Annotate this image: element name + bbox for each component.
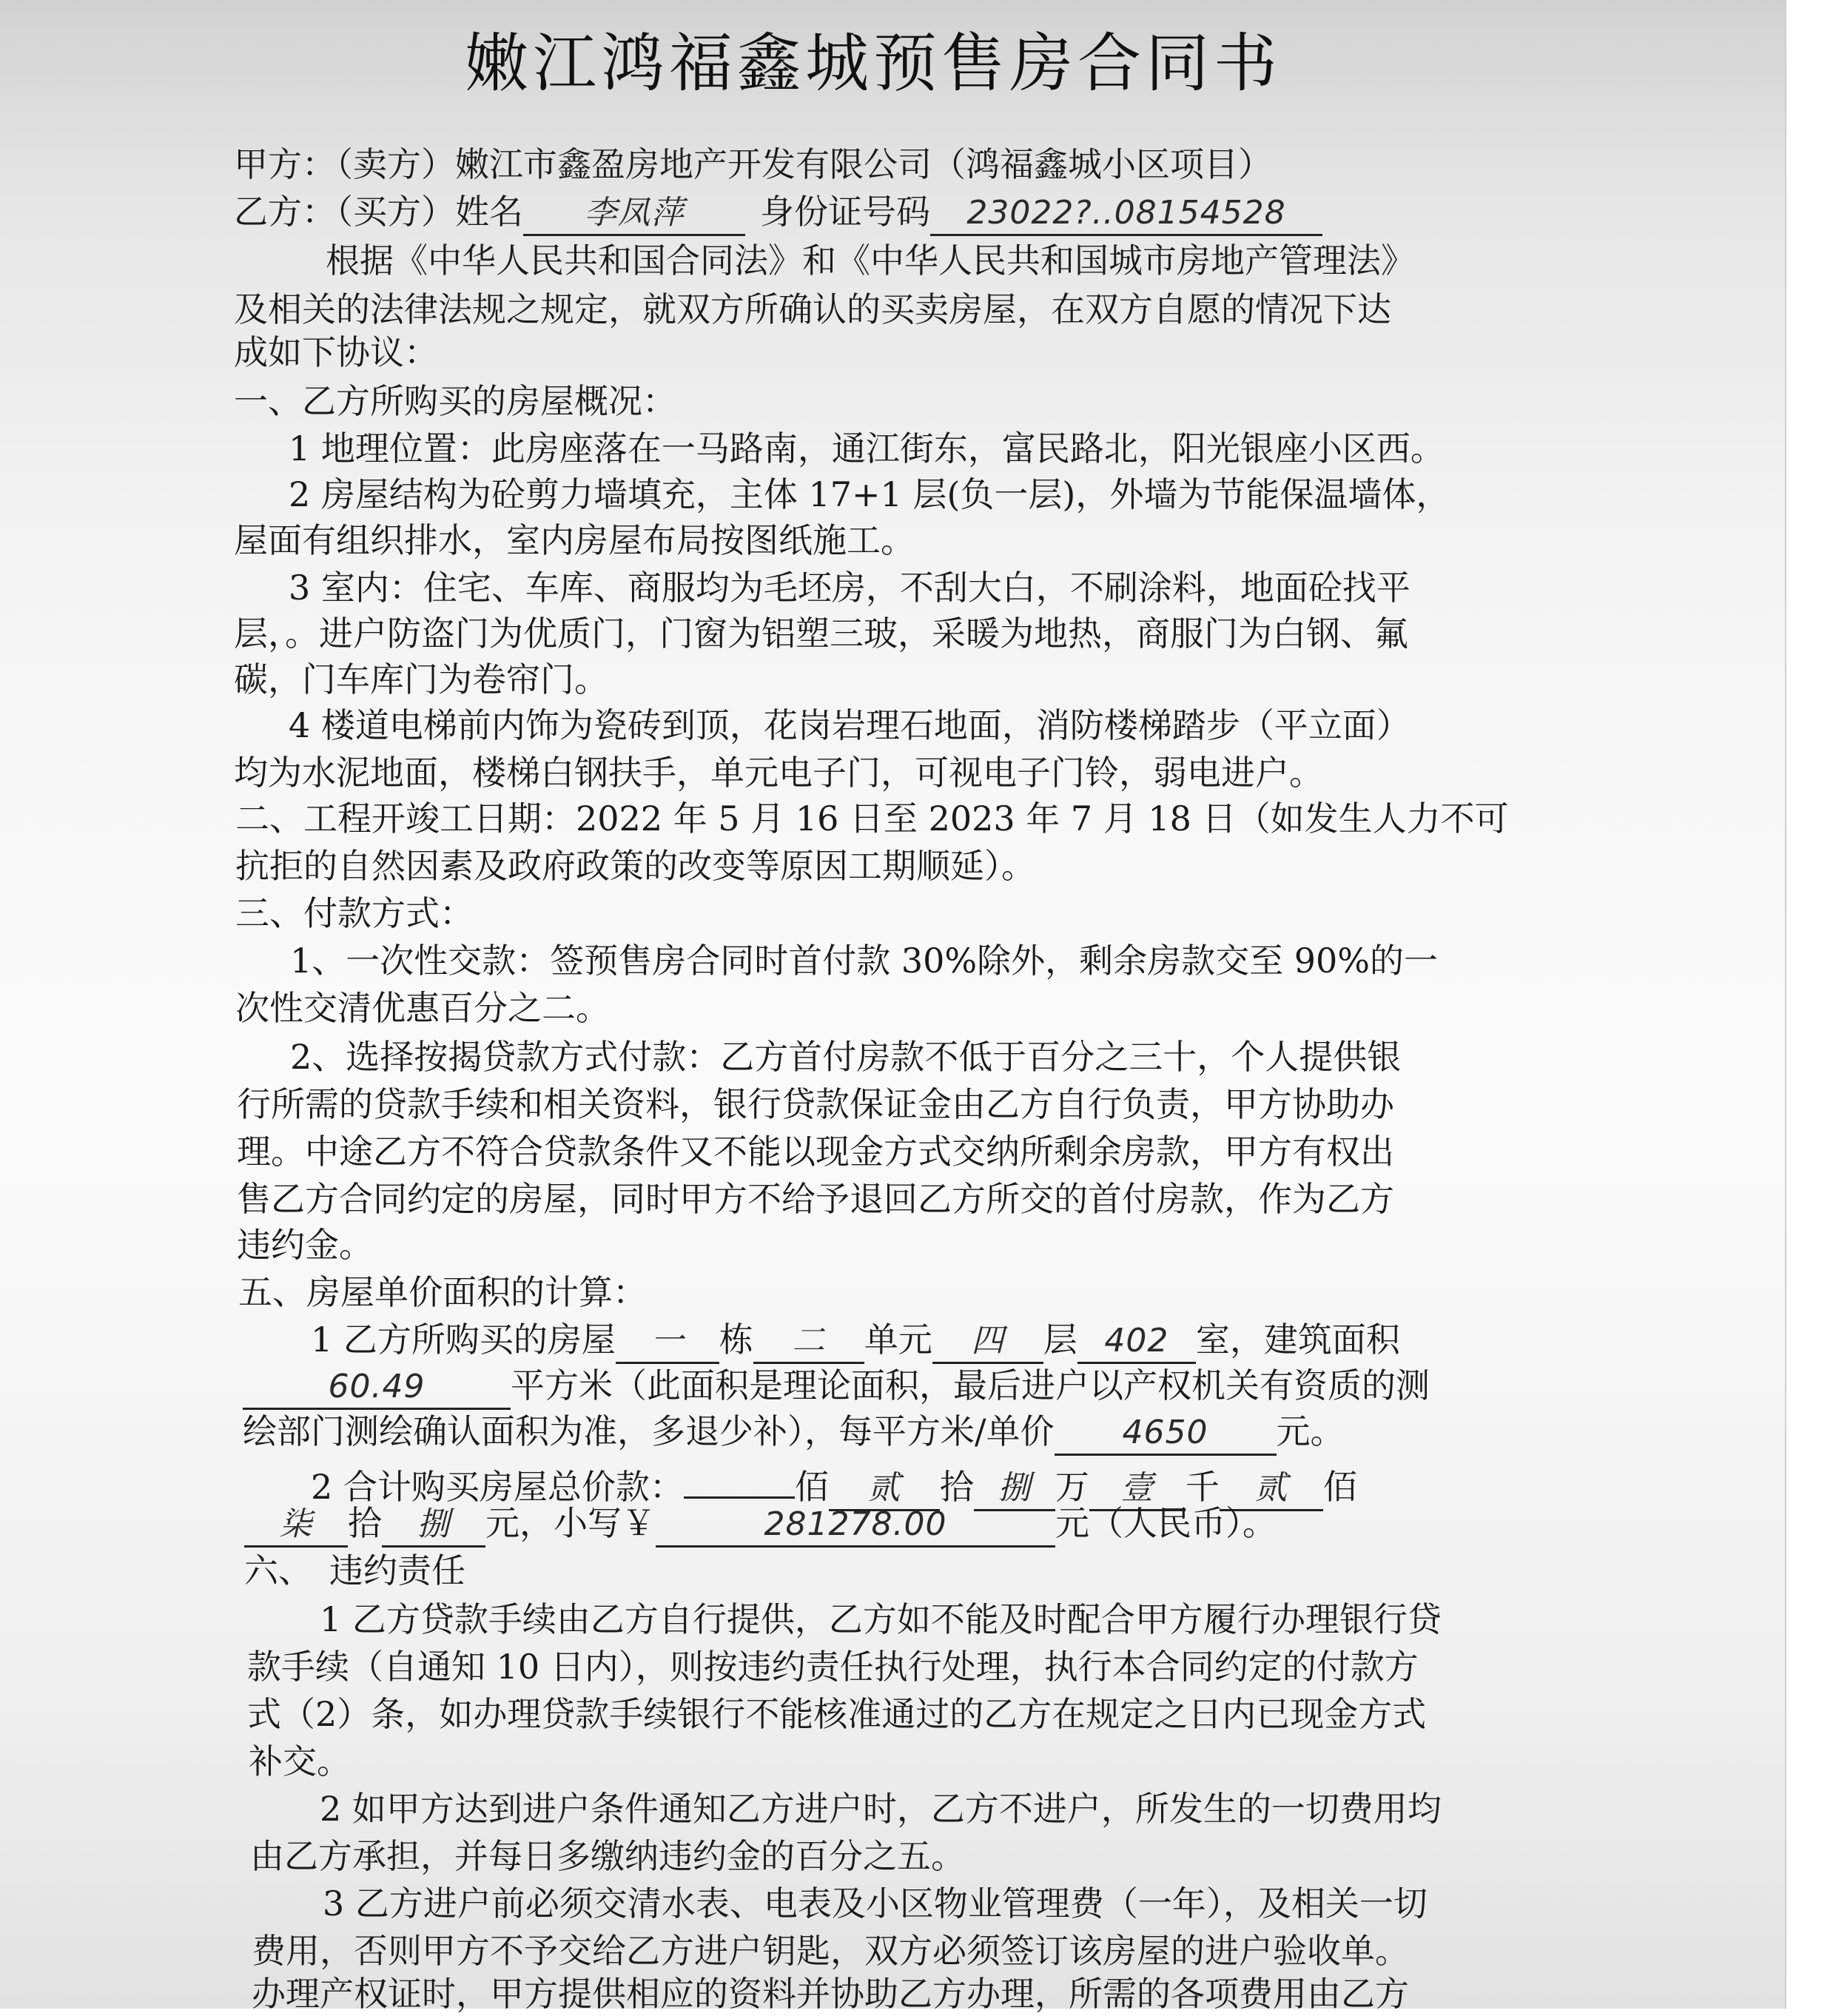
section-5-line-5: 柒 拾 捌 元，小写￥ 281278.00 元（人民币）。 <box>244 1501 1277 1548</box>
preamble-line-3: 成如下协议： <box>234 332 438 372</box>
unit-field: 二 <box>753 1320 864 1364</box>
section-3-line: 理。中途乙方不符合贷款条件又不能以现金方式交纳所剩余房款，甲方有权出 <box>237 1132 1394 1172</box>
section-5-line-1: 1 乙方所购买的房屋 一 栋 二 单元 四 层 402 室，建筑面积 <box>311 1317 1400 1364</box>
section-1-line: 碳，门车库门为卷帘门。 <box>234 659 608 699</box>
section-3-line: 行所需的贷款手续和相关资料，银行贷款保证金由乙方自行负责，甲方协助办 <box>237 1084 1394 1124</box>
unit-price-field: 4650 <box>1055 1412 1277 1456</box>
section-3-line: 违约金。 <box>237 1225 373 1265</box>
section-6-line: 2 如甲方达到进户条件通知乙方进户时，乙方不进户，所发生的一切费用均 <box>320 1789 1442 1829</box>
section-1-line: 1 地理位置：此房座落在一马路南，通江街东，富民路北，阳光银座小区西。 <box>289 429 1445 468</box>
section-5-line-4: 2 合计购买房屋总价款： 佰 贰 拾 捌 万 壹 千 贰 佰 <box>311 1455 1357 1511</box>
section-3-line: 次性交清优惠百分之二。 <box>235 988 610 1028</box>
document-title: 嫩江鸿福鑫城预售房合同书 <box>465 27 1282 101</box>
section-6-line: 式（2）条，如办理贷款手续银行不能核准通过的乙方在规定之日内已现金方式 <box>247 1694 1427 1734</box>
section-3-line: 售乙方合同约定的房屋，同时甲方不给予退回乙方所交的首付房款，作为乙方 <box>237 1179 1394 1219</box>
section-1-line: 3 室内：住宅、车库、商服均为毛坯房，不刮大白，不刷涂料，地面砼找平 <box>289 568 1410 608</box>
total-shi-field: 贰 <box>829 1468 940 1511</box>
total-qian-field: 壹 <box>1089 1468 1186 1511</box>
section-6-line: 由乙方承担，并每日多缴纳违约金的百分之五。 <box>250 1836 965 1876</box>
building-field: 一 <box>616 1320 719 1364</box>
id-label: 身份证号码 <box>760 192 930 232</box>
section-6-line: 费用，否则甲方不予交给乙方进户钥匙，双方必须签订该房屋的进户验收单。 <box>252 1931 1409 1971</box>
total-amount-field: 281278.00 <box>656 1504 1055 1548</box>
section-5-line-2: 60.49 平方米（此面积是理论面积，最后进户以产权机关有资质的测 <box>243 1363 1430 1410</box>
section-5-line-3: 绘部门测绘确认面积为准，多退少补），每平方米/单价 4650 元。 <box>243 1409 1345 1456</box>
section-6-line: 3 乙方进户前必须交清水表、电表及小区物业管理费（一年），及相关一切 <box>323 1884 1428 1923</box>
section-6-line: 办理产权证时，甲方提供相应的资料并协助乙方办理，所需的各项费用由乙方 <box>252 1974 1409 2014</box>
party-b-label: 乙方：（买方）姓名 <box>234 192 523 232</box>
area-field: 60.49 <box>243 1366 511 1410</box>
section-5-heading: 五、房屋单价面积的计算： <box>238 1272 647 1312</box>
preamble-line-2: 及相关的法律法规之规定，就双方所确认的买卖房屋，在双方自愿的情况下达 <box>234 289 1391 329</box>
section-1-line: 4 楼道电梯前内饰为瓷砖到顶，花岗岩理石地面，消防楼梯踏步（平立面） <box>289 705 1410 745</box>
page-edge <box>1785 0 1836 2009</box>
buyer-name-field: 李凤萍 <box>523 192 745 236</box>
party-a-name: 嫩江市鑫盈房地产开发有限公司（鸿福鑫城小区项目） <box>455 144 1272 184</box>
total-yuan-field: 捌 <box>382 1504 485 1548</box>
total-bai2-field: 贰 <box>1220 1468 1323 1511</box>
section-6-line: 补交。 <box>249 1741 351 1781</box>
total-shi2-field: 柒 <box>244 1504 348 1548</box>
preamble-line-1: 根据《中华人民共和国合同法》和《中华人民共和国城市房地产管理法》 <box>326 241 1415 280</box>
section-1-line: 均为水泥地面，楼梯白钢扶手，单元电子门，可视电子门铃，弱电进户。 <box>234 753 1323 793</box>
floor-field: 四 <box>932 1320 1043 1364</box>
section-3-line: 1、一次性交款：签预售房合同时首付款 30%除外，剩余房款交至 90%的一 <box>290 941 1438 981</box>
section-1-line: 屋面有组织排水，室内房屋布局按图纸施工。 <box>234 520 915 560</box>
section-3-heading: 三、付款方式： <box>235 893 474 933</box>
section-3-line: 2、选择按揭贷款方式付款：乙方首付房款不低于百分之三十，个人提供银 <box>290 1037 1402 1077</box>
party-a-line <box>234 142 1272 187</box>
section-1-line: 2 房屋结构为砼剪力墙填充，主体 17+1 层(负一层)，外墙为节能保温墙体， <box>289 474 1450 514</box>
section-1-line: 层，。进户防盗门为优质门，门窗为铝塑三玻，采暖为地热，商服门为白钢、氟 <box>234 614 1408 653</box>
section-6-heading: 六、 违约责任 <box>244 1550 465 1590</box>
section-6-line: 款手续（自通知 10 日内），则按违约责任执行处理，执行本合同约定的付款方 <box>247 1647 1419 1687</box>
section-6-line: 1 乙方贷款手续由乙方自行提供，乙方如不能及时配合甲方履行办理银行贷 <box>320 1599 1442 1639</box>
total-wan-field: 捌 <box>974 1468 1055 1511</box>
id-number-field: 23022?..08154528 <box>930 192 1322 236</box>
section-1-heading: 一、乙方所购买的房屋概况： <box>234 381 676 421</box>
party-b-line <box>234 189 1322 236</box>
room-field: 402 <box>1077 1320 1196 1364</box>
section-2-line: 抗拒的自然因素及政府政策的改变等原因工期顺延）。 <box>235 846 1035 886</box>
party-a-label: 甲方：（卖方） <box>234 144 455 184</box>
section-2-line: 二、工程开竣工日期：2022 年 5 月 16 日至 2023 年 7 月 18 日（如发生人力不可 <box>235 799 1509 839</box>
total-bai-field <box>684 1455 795 1499</box>
